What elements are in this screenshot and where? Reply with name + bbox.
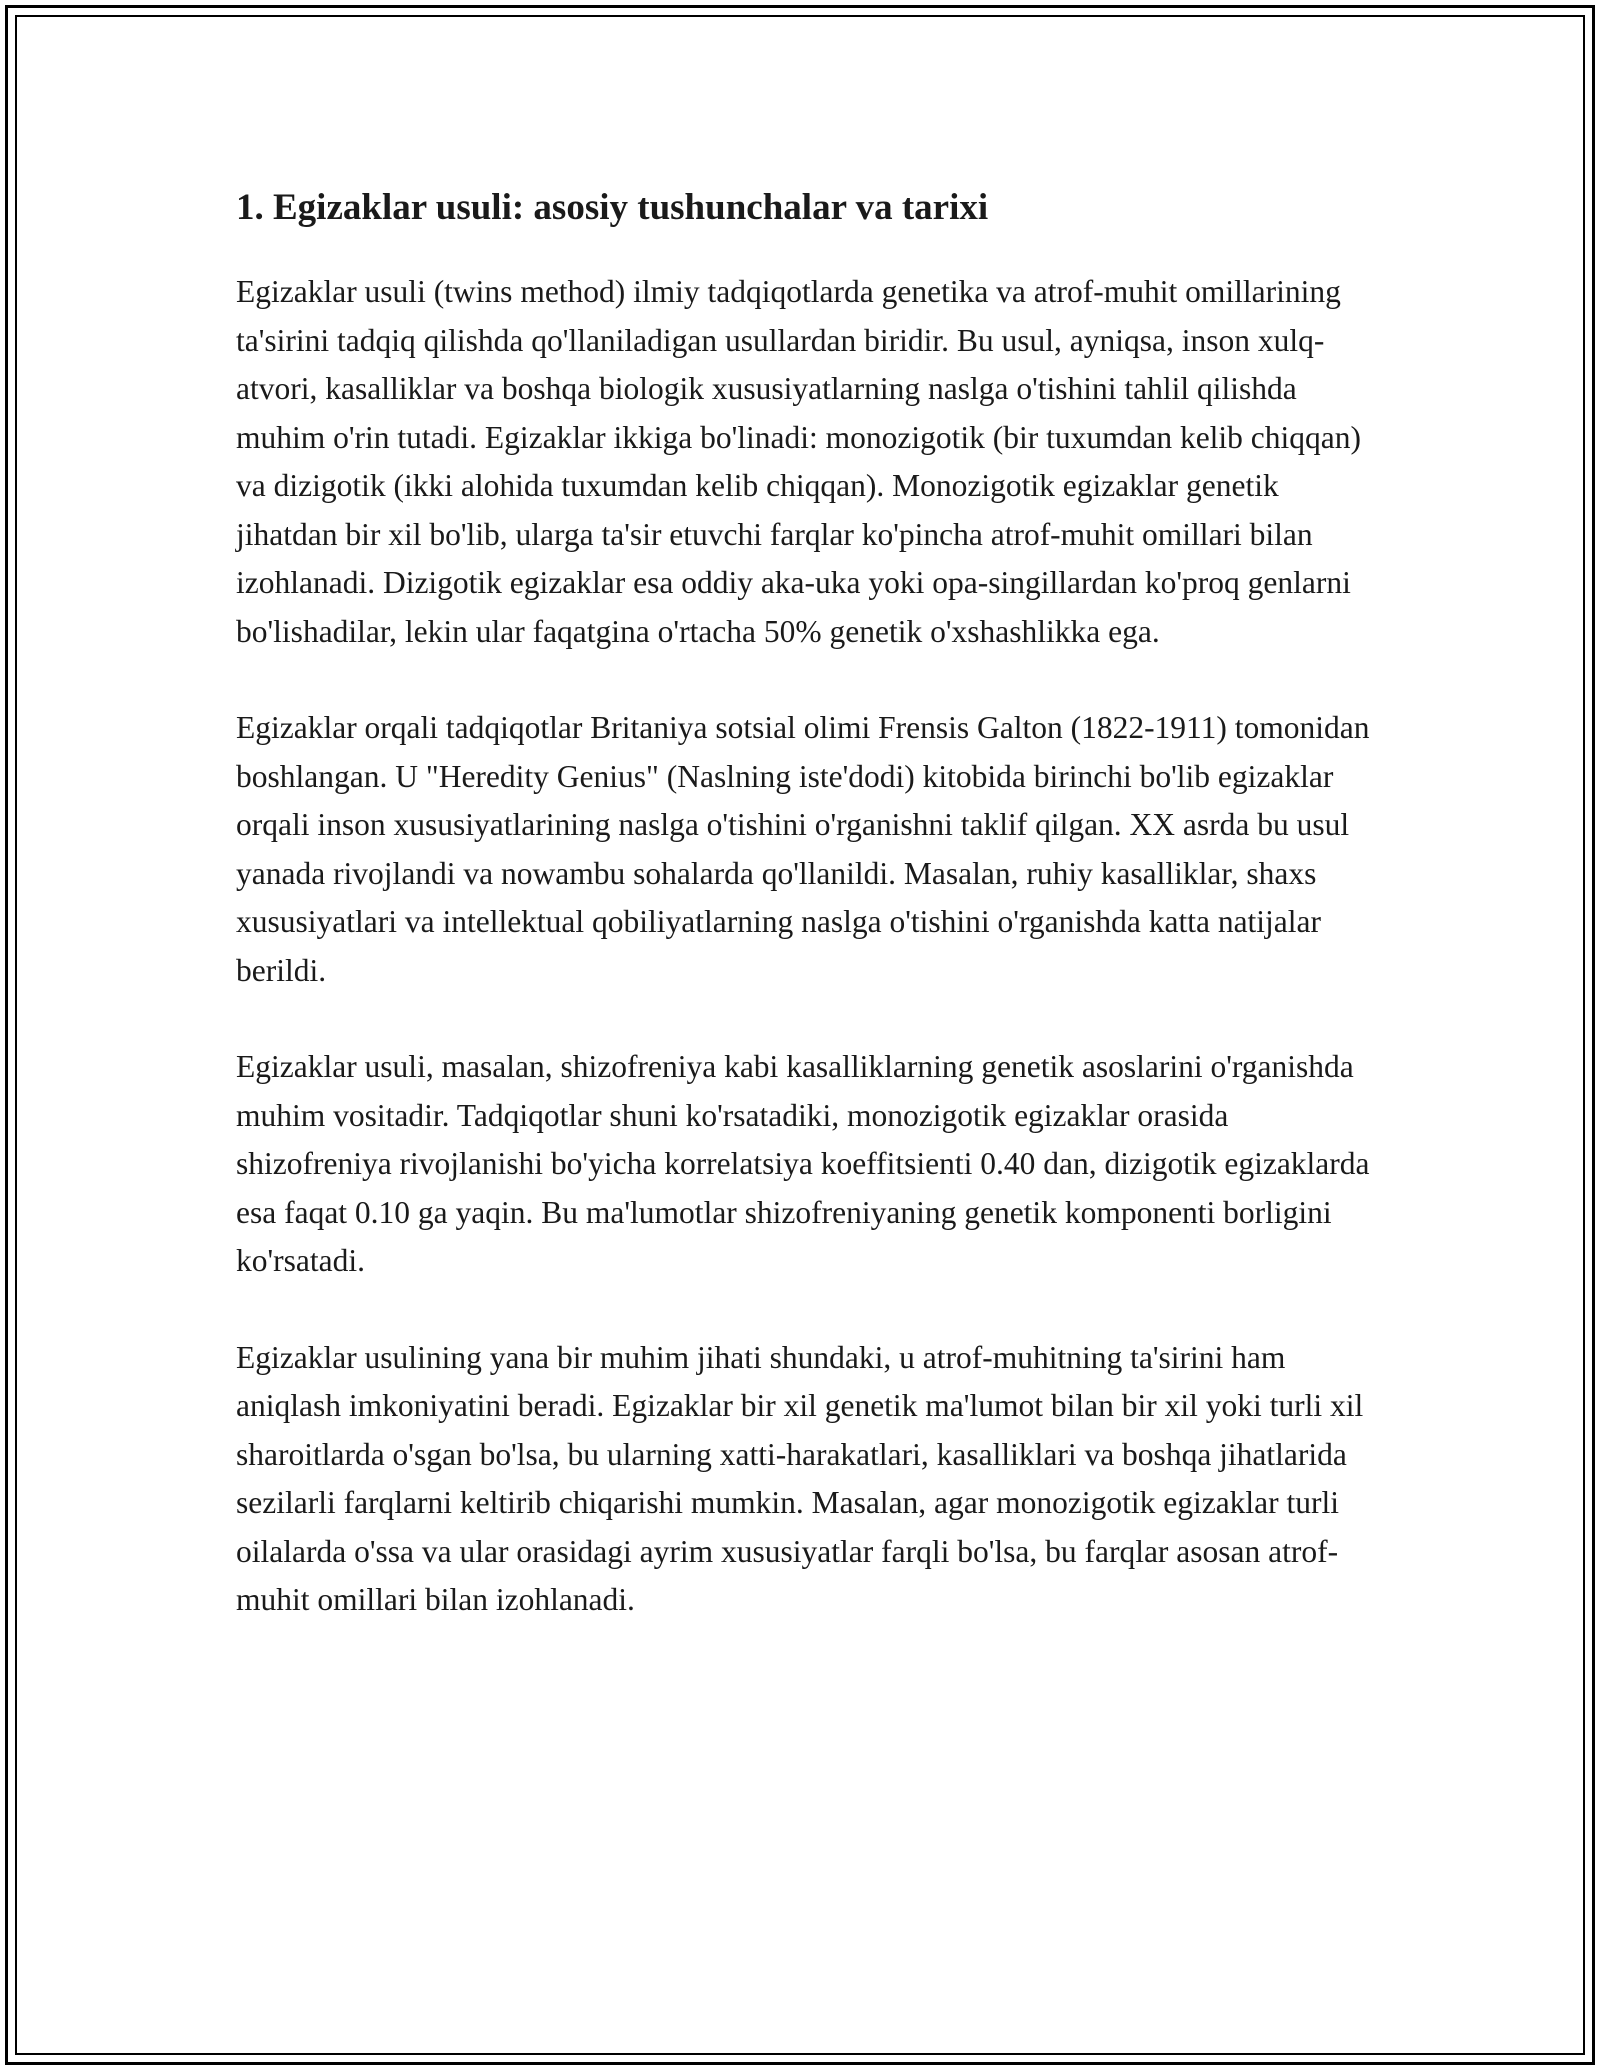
document-body — [236, 180, 1376, 1673]
paragraph-definition: Egizaklar usuli (twins method) ilmiy tadqiqotlarda genetika va atrof-muhit omillarining ta'sirini tadqiq qilishda qo'llaniladigan usullardan biridir. Bu usul, ayniqsa, inson xulq-atvori, kasalliklar va boshqa biologik xususiyatlarning naslga o'tishini tahlil qilishda muhim o'rin tutadi. Egizaklar ikkiga bo'linadi: monozigotik (bir tuxumdan kelib chiqqan) va dizigotik (ikki alohida tuxumdan kelib chiqqan). Monozigotik egizaklar genetik jihatdan bir xil bo'lib, ularga ta'sir etuvchi farqlar ko'pincha atrof-muhit omillari bilan izohlanadi. Dizigotik egizaklar esa oddiy aka-uka yoki opa-singillardan ko'proq genlarni bo'lishadilar, lekin ular faqatgina o'rtacha 50% genetik o'xshashlikka ega. — [236, 274, 1362, 649]
section-heading: 1. Egizaklar usuli: asosiy tushunchalar va tarixi — [236, 187, 989, 228]
paragraph-history: Egizaklar orqali tadqiqotlar Britaniya sotsial olimi Frensis Galton (1822-1911) tomonidan boshlangan. U "Heredity Genius" (Naslning iste'dodi) kitobida birinchi bo'lib egizaklar orqali inson xususiyatlarining naslga o'tishini o'rganishni taklif qilgan. XX asrda bu usul yanada rivojlandi va nowambu sohalarda qo'llanildi. Masalan, ruhiy kasalliklar, shaxs xususiyatlari va intellektual qobiliyatlarning naslga o'tishini o'rganishda katta natijalar berildi. — [236, 710, 1370, 988]
paragraph-environment: Egizaklar usulining yana bir muhim jihati shundaki, u atrof-muhitning ta'sirini ham aniqlash imkoniyatini beradi. Egizaklar bir xil genetik ma'lumot bilan bir xil yoki turli xil sharoitlarda o'sgan bo'lsa, bu ularning xatti-harakatlari, kasalliklari va boshqa jihatlarida sezilarli farqlarni keltirib chiqarishi mumkin. Masalan, agar monozigotik egizaklar turli oilalarda o'ssa va ular orasidagi ayrim xususiyatlar farqli bo'lsa, bu farqlar asosan atrof-muhit omillari bilan izohlanadi. — [236, 1339, 1364, 1617]
paragraph-schizophrenia: Egizaklar usuli, masalan, shizofreniya kabi kasalliklarning genetik asoslarini o'rganishda muhim vositadir. Tadqiqotlar shuni ko'rsatadiki, monozigotik egizaklar orasida shizofreniya rivojlanishi bo'yicha korrelatsiya koeffitsienti 0.40 dan, dizigotik egizaklarda esa faqat 0.10 ga yaqin. Bu ma'lumotlar shizofreniyaning genetik komponenti borligini ko'rsatadi. — [236, 1049, 1370, 1278]
